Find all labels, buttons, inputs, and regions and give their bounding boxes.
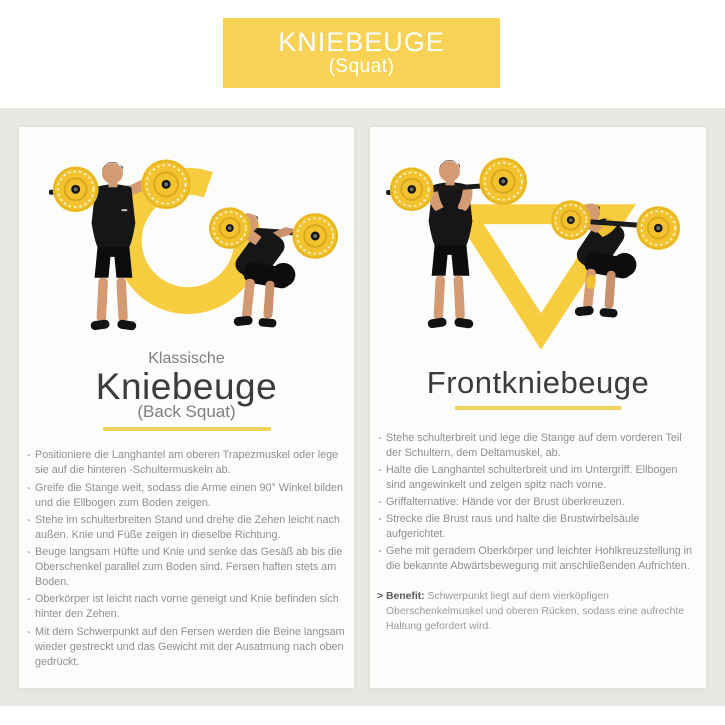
title-banner: [223, 18, 500, 88]
instruction-item: - Greife die Stange weit, sodass die Arme einen 90° Winkel bilden und die Ellbogen zum Boden zeigen.: [26, 481, 347, 511]
instruction-item: - Positioniere die Langhantel am oberen Trapezmuskel oder lege sie auf die hinteren -Schultermuskeln ab.: [26, 448, 347, 478]
instruction-item: - Halte die Langhantel schulterbreit und im Untergriff. Ellbogen sind angewinkelt und zeigen spitz nach vorne.: [377, 463, 699, 493]
page-title: KNIEBEUGE: [278, 27, 445, 58]
instruction-item: - Griffalternative: Hände vor der Brust überkreuzen.: [377, 495, 699, 510]
instruction-item: - Gehe mit geradem Oberkörper und leichter Hohlkreuzstellung in die bekannte Abwärtsbewegung mit anschließenden Aufrichten.: [377, 544, 699, 574]
weight-plate: [636, 206, 680, 250]
front-squat-instructions: [370, 431, 706, 575]
panel-back-squat: [18, 126, 355, 689]
back-squat-illustration: [19, 129, 354, 351]
weight-plate: [141, 159, 191, 209]
weight-plate: [390, 167, 434, 211]
instruction-item: - Stehe schulterbreit und lege die Stange auf dem vorderen Teil der Schultern, dem Deltamuskel, ab.: [377, 431, 699, 461]
page-subtitle: (Squat): [328, 55, 395, 77]
heading-main: Kniebeuge: [95, 365, 278, 407]
instruction-item: - Stehe im schulterbreiten Stand und drehe die Zehen leicht nach außen. Knie und Füße zeigen in dieselbe Richtung.: [26, 513, 347, 543]
weight-plate: [53, 166, 99, 212]
benefit-note: [377, 589, 699, 634]
instruction-item: - Oberkörper ist leicht nach vorne geneigt und Knie befinden sich hinter den Zehen.: [26, 592, 347, 622]
front-squat-illustration: [370, 129, 706, 351]
back-squat-instructions: [19, 448, 354, 670]
weight-plate: [209, 207, 251, 249]
instruction-item: - Strecke die Brust raus und halte die Brustwirbelsäule aufgerichtet.: [377, 512, 699, 542]
weight-plate: [292, 213, 338, 259]
heading-small: Klassische: [148, 350, 225, 367]
panel-front-squat: [369, 126, 707, 689]
back-squat-headings: [19, 351, 354, 431]
instruction-item: - Beuge langsam Hüfte und Knie und senke das Gesäß ab bis die Oberschenkel parallel zum Boden sind. Fersen haften stets am Boden.: [26, 545, 347, 590]
instruction-item: - Mit dem Schwerpunkt auf den Fersen werden die Beine langsam wieder gestreckt und das Gewicht mit der Ausatmung nach oben gedrückt.: [26, 625, 347, 670]
weight-plate: [479, 157, 527, 205]
weight-plate: [551, 200, 591, 240]
heading-main: Frontkniebeuge: [426, 365, 650, 400]
heading-sub: (Back Squat): [137, 401, 236, 421]
yellow-underline: [455, 406, 621, 410]
benefit-label: > Benefit:: [377, 590, 425, 602]
benefit-text: Schwerpunkt liegt auf dem vierköpfigen Oberschenkelmuskel und oberen Rücken, sodass eine aufrechte Haltung gefordert wird.: [386, 590, 685, 632]
yellow-underline: [103, 427, 271, 431]
front-squat-headings: [370, 367, 706, 410]
